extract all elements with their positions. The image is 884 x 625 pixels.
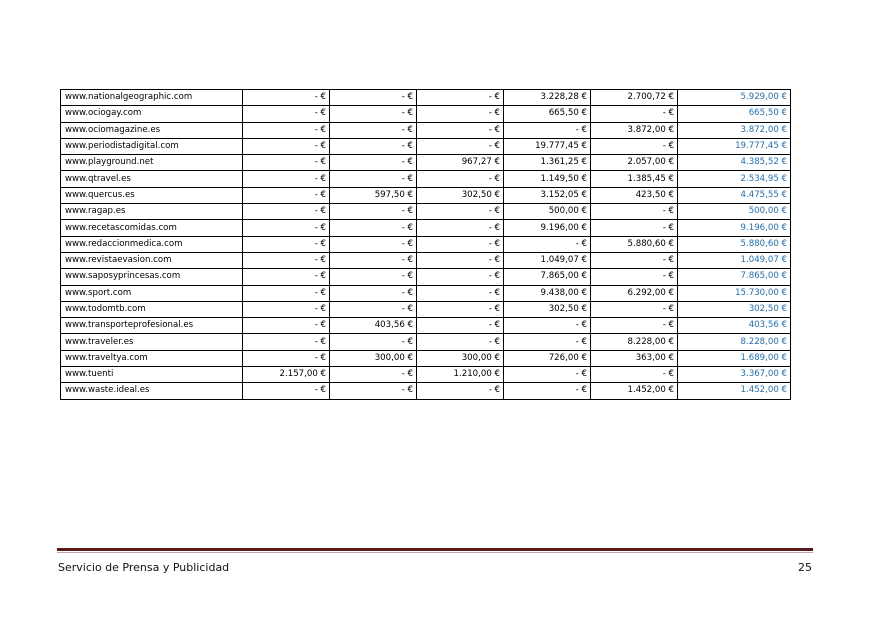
amount-cell: - € <box>243 350 330 366</box>
amount-cell: - € <box>591 138 678 154</box>
amount-cell: - € <box>591 367 678 383</box>
amount-cell: - € <box>330 367 417 383</box>
total-cell: 302,50 € <box>678 301 791 317</box>
amount-cell: 363,00 € <box>591 350 678 366</box>
amount-cell: - € <box>243 236 330 252</box>
site-cell: www.quercus.es <box>61 187 243 203</box>
table-row <box>61 90 791 106</box>
amount-cell: 8.228,00 € <box>591 334 678 350</box>
amount-cell: 7.865,00 € <box>504 269 591 285</box>
amount-cell: - € <box>330 334 417 350</box>
amount-cell: - € <box>504 122 591 138</box>
amount-cell: 665,50 € <box>504 106 591 122</box>
amount-cell: - € <box>243 252 330 268</box>
amount-cell: - € <box>243 155 330 171</box>
amount-cell: - € <box>591 252 678 268</box>
site-cell: www.todomtb.com <box>61 301 243 317</box>
amount-cell: - € <box>330 252 417 268</box>
site-cell: www.transporteprofesional.es <box>61 318 243 334</box>
amount-cell: 423,50 € <box>591 187 678 203</box>
amount-cell: - € <box>243 318 330 334</box>
amount-cell: - € <box>417 252 504 268</box>
total-cell: 5.929,00 € <box>678 90 791 106</box>
amount-cell: 5.880,60 € <box>591 236 678 252</box>
amount-cell: 19.777,45 € <box>504 138 591 154</box>
amount-cell: - € <box>417 383 504 399</box>
amount-cell: 300,00 € <box>330 350 417 366</box>
table-row <box>61 204 791 220</box>
amount-cell: 300,00 € <box>417 350 504 366</box>
amount-cell: - € <box>330 269 417 285</box>
table-row <box>61 106 791 122</box>
total-cell: 500,00 € <box>678 204 791 220</box>
amount-cell: 302,50 € <box>504 301 591 317</box>
site-cell: www.ociogay.com <box>61 106 243 122</box>
amount-cell: 1.385,45 € <box>591 171 678 187</box>
footer-title: Servicio de Prensa y Publicidad <box>58 561 230 574</box>
site-cell: www.tuenti <box>61 367 243 383</box>
amount-cell: 597,50 € <box>330 187 417 203</box>
site-cell: www.ociomagazine.es <box>61 122 243 138</box>
table-row <box>61 318 791 334</box>
table-body <box>61 90 791 400</box>
amount-cell: - € <box>504 334 591 350</box>
amount-cell: 9.196,00 € <box>504 220 591 236</box>
table-row <box>61 367 791 383</box>
total-cell: 15.730,00 € <box>678 285 791 301</box>
amount-cell: - € <box>243 187 330 203</box>
total-cell: 3.872,00 € <box>678 122 791 138</box>
total-cell: 665,50 € <box>678 106 791 122</box>
table-row <box>61 236 791 252</box>
amount-cell: - € <box>330 155 417 171</box>
site-cell: www.saposyprincesas.com <box>61 269 243 285</box>
amount-cell: - € <box>417 90 504 106</box>
amount-cell: - € <box>330 171 417 187</box>
site-cell: www.sport.com <box>61 285 243 301</box>
amount-cell: - € <box>591 301 678 317</box>
amount-cell: 1.210,00 € <box>417 367 504 383</box>
table-row <box>61 122 791 138</box>
table-row <box>61 334 791 350</box>
total-cell: 5.880,60 € <box>678 236 791 252</box>
amount-cell: 3.872,00 € <box>591 122 678 138</box>
table-row <box>61 383 791 399</box>
amount-cell: - € <box>243 204 330 220</box>
amount-cell: - € <box>417 122 504 138</box>
amount-cell: - € <box>330 138 417 154</box>
amount-cell: 500,00 € <box>504 204 591 220</box>
page-number: 25 <box>798 561 812 574</box>
amount-cell: - € <box>591 204 678 220</box>
site-cell: www.revistaevasion.com <box>61 252 243 268</box>
amount-cell: - € <box>330 383 417 399</box>
amount-cell: - € <box>330 285 417 301</box>
table-row <box>61 285 791 301</box>
amount-cell: - € <box>417 334 504 350</box>
amount-cell: - € <box>504 236 591 252</box>
site-cell: www.nationalgeographic.com <box>61 90 243 106</box>
table-row <box>61 155 791 171</box>
amount-cell: - € <box>243 383 330 399</box>
site-cell: www.waste.ideal.es <box>61 383 243 399</box>
amount-cell: - € <box>504 318 591 334</box>
amount-cell: 403,56 € <box>330 318 417 334</box>
site-cell: www.traveltya.com <box>61 350 243 366</box>
amount-cell: 3.152,05 € <box>504 187 591 203</box>
amount-cell: 2.057,00 € <box>591 155 678 171</box>
amount-cell: - € <box>330 204 417 220</box>
site-cell: www.recetascomidas.com <box>61 220 243 236</box>
amount-cell: - € <box>417 171 504 187</box>
amount-cell: - € <box>417 138 504 154</box>
amount-cell: - € <box>330 122 417 138</box>
footer-rule-light <box>57 552 813 553</box>
amount-cell: - € <box>417 236 504 252</box>
amount-cell: - € <box>243 334 330 350</box>
amount-cell: 302,50 € <box>417 187 504 203</box>
amount-cell: - € <box>243 171 330 187</box>
amount-cell: - € <box>243 285 330 301</box>
amount-cell: - € <box>417 285 504 301</box>
table-row <box>61 138 791 154</box>
site-cell: www.redaccionmedica.com <box>61 236 243 252</box>
amount-cell: 1.361,25 € <box>504 155 591 171</box>
amount-cell: - € <box>330 90 417 106</box>
amount-cell: - € <box>243 220 330 236</box>
amount-cell: - € <box>417 318 504 334</box>
amount-cell: - € <box>591 106 678 122</box>
amount-cell: 9.438,00 € <box>504 285 591 301</box>
total-cell: 403,56 € <box>678 318 791 334</box>
amount-cell: - € <box>417 106 504 122</box>
total-cell: 3.367,00 € <box>678 367 791 383</box>
amount-cell: - € <box>591 220 678 236</box>
amount-cell: 1.049,07 € <box>504 252 591 268</box>
amount-cell: 2.157,00 € <box>243 367 330 383</box>
total-cell: 1.049,07 € <box>678 252 791 268</box>
amount-cell: - € <box>243 90 330 106</box>
site-cell: www.qtravel.es <box>61 171 243 187</box>
amount-cell: - € <box>330 106 417 122</box>
total-cell: 4.385,52 € <box>678 155 791 171</box>
total-cell: 2.534,95 € <box>678 171 791 187</box>
total-cell: 8.228,00 € <box>678 334 791 350</box>
amount-cell: - € <box>330 236 417 252</box>
amount-cell: - € <box>591 269 678 285</box>
amount-cell: - € <box>243 301 330 317</box>
site-cell: www.playground.net <box>61 155 243 171</box>
amount-cell: - € <box>591 318 678 334</box>
table-row <box>61 187 791 203</box>
footer-rule <box>57 548 813 551</box>
table-row <box>61 350 791 366</box>
total-cell: 1.689,00 € <box>678 350 791 366</box>
amount-cell: - € <box>243 106 330 122</box>
amount-cell: 967,27 € <box>417 155 504 171</box>
amount-cell: - € <box>417 269 504 285</box>
amount-cell: - € <box>417 220 504 236</box>
total-cell: 4.475,55 € <box>678 187 791 203</box>
amount-cell: - € <box>417 204 504 220</box>
amount-cell: 2.700,72 € <box>591 90 678 106</box>
amount-cell: 3.228,28 € <box>504 90 591 106</box>
amount-cell: 1.452,00 € <box>591 383 678 399</box>
site-cell: www.periodistadigital.com <box>61 138 243 154</box>
amount-cell: - € <box>243 269 330 285</box>
table-row <box>61 252 791 268</box>
amount-cell: - € <box>504 383 591 399</box>
amount-cell: - € <box>243 138 330 154</box>
amount-cell: 726,00 € <box>504 350 591 366</box>
media-spend-table <box>60 89 791 400</box>
total-cell: 1.452,00 € <box>678 383 791 399</box>
table-row <box>61 301 791 317</box>
amount-cell: - € <box>504 367 591 383</box>
amount-cell: - € <box>330 301 417 317</box>
total-cell: 9.196,00 € <box>678 220 791 236</box>
amount-cell: 6.292,00 € <box>591 285 678 301</box>
table-row <box>61 220 791 236</box>
amount-cell: - € <box>417 301 504 317</box>
table-row <box>61 171 791 187</box>
amount-cell: - € <box>330 220 417 236</box>
amount-cell: 1.149,50 € <box>504 171 591 187</box>
table-row <box>61 269 791 285</box>
site-cell: www.ragap.es <box>61 204 243 220</box>
total-cell: 19.777,45 € <box>678 138 791 154</box>
site-cell: www.traveler.es <box>61 334 243 350</box>
total-cell: 7.865,00 € <box>678 269 791 285</box>
amount-cell: - € <box>243 122 330 138</box>
